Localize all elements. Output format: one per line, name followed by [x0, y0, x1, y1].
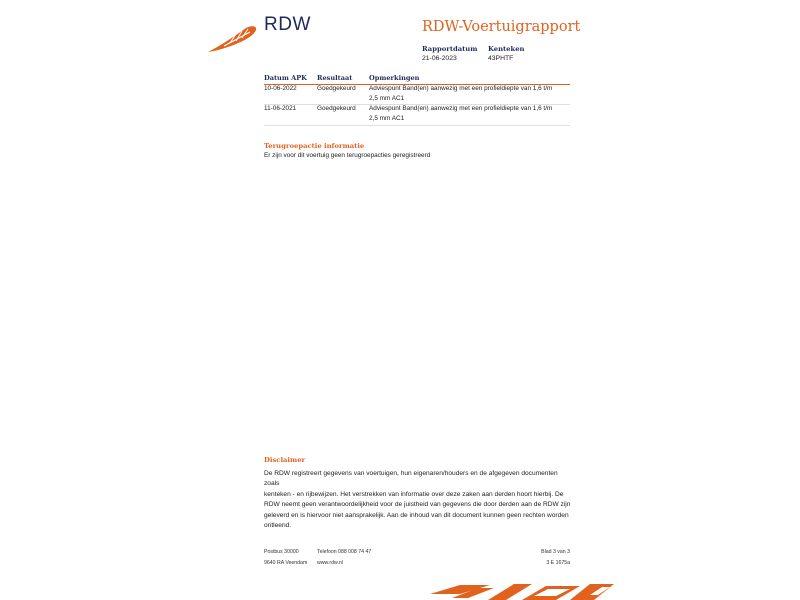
footer-phone: Telefoon 088 008 74 47: [317, 549, 372, 555]
rapportdatum-value: 21-06-2023: [422, 55, 457, 62]
disclaimer-line: geleverd en is hiervoor niet aansprakelijk. Aan de inhoud van dit document kunnen geen rechten worden: [264, 511, 569, 519]
row-remark-line1: Adviespunt Band(en) aanwezig met een profieldiepte van 1,6 t/m: [369, 85, 553, 92]
rapportdatum-label: Rapportdatum: [422, 45, 478, 53]
column-header-resultaat: Resultaat: [317, 74, 353, 82]
kenteken-label: Kenteken: [488, 45, 525, 53]
row-date: 11-06-2021: [264, 105, 297, 112]
footer-code: 3 E 1675a: [546, 560, 570, 566]
footer-postbus: Postbus 30000: [264, 549, 299, 555]
kenteken-value: 43PHTF: [488, 55, 514, 62]
row-remark-line1: Adviespunt Band(en) aanwezig met een profieldiepte van 1,6 t/m: [369, 105, 553, 112]
disclaimer-line: ontleend.: [264, 522, 292, 530]
document-title: RDW-Voertuigrapport: [422, 19, 581, 35]
column-header-datum: Datum APK: [264, 74, 307, 82]
rdw-logo-icon: [206, 24, 258, 54]
recall-text: Er zijn voor dit voertuig geen terugroepacties geregistreerd: [264, 152, 431, 159]
row-remark-line2: 2,5 mm AC1: [369, 95, 405, 102]
row-result: Goedgekeurd: [317, 105, 356, 112]
decorative-stripes-icon: [430, 582, 614, 600]
disclaimer-line: RDW neemt geen verantwoordelijkheid voor de juistheid van gegevens die door derden aan de RDW zijn: [264, 501, 571, 509]
footer-page-number: Blad 3 van 3: [541, 549, 570, 555]
disclaimer-line: kenteken - en rijbewijzen. Het verstrekken van informatie over deze zaken aan derden hoort hierbij. De: [264, 490, 564, 498]
disclaimer-text: [264, 469, 572, 531]
recall-heading: Terugroepactie informatie: [264, 142, 365, 150]
row-remark-line2: 2,5 mm AC1: [369, 115, 405, 122]
disclaimer-heading: Disclaimer: [264, 456, 306, 464]
footer-website[interactable]: www.rdw.nl: [317, 560, 343, 566]
row-date: 10-06-2022: [264, 85, 297, 92]
row-divider: [264, 125, 570, 126]
logo-text: RDW: [264, 14, 311, 35]
disclaimer-line: De RDW registreert gegevens van voertuigen, hun eigenaren/houders en de afgegeven documenten zoals: [264, 470, 558, 488]
footer-address: 9640 RA Veendam: [264, 560, 308, 566]
column-header-opmerkingen: Opmerkingen: [369, 74, 420, 82]
row-result: Goedgekeurd: [317, 85, 356, 92]
